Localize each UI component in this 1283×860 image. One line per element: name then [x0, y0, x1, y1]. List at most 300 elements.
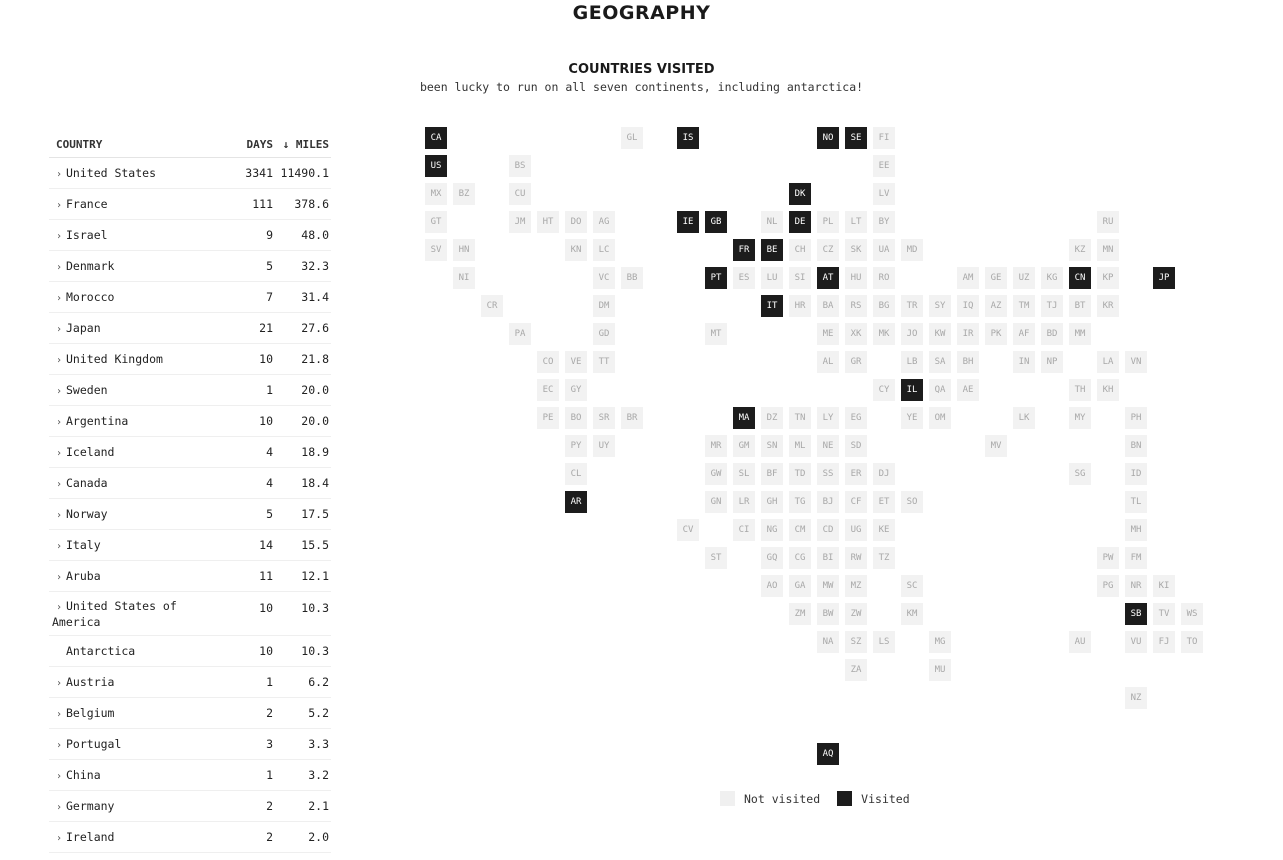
country-tile-ua[interactable]: UA — [873, 239, 895, 261]
country-tile-lu[interactable]: LU — [761, 267, 783, 289]
table-row[interactable] — [49, 530, 331, 561]
country-tile-al[interactable]: AL — [817, 351, 839, 373]
country-tile-fi[interactable]: FI — [873, 127, 895, 149]
table-row[interactable] — [49, 406, 331, 437]
country-tile-ne[interactable]: NE — [817, 435, 839, 457]
country-tile-na[interactable]: NA — [817, 631, 839, 653]
table-row[interactable] — [49, 667, 331, 698]
country-name: Sweden — [66, 383, 108, 397]
table-header — [49, 131, 331, 158]
country-tile-ec[interactable]: EC — [537, 379, 559, 401]
country-tile-de[interactable]: DE — [789, 211, 811, 233]
country-tile-it[interactable]: IT — [761, 295, 783, 317]
column-header-country[interactable]: COUNTRY — [56, 137, 103, 151]
country-tile-sk[interactable]: SK — [845, 239, 867, 261]
country-name: France — [66, 197, 108, 211]
country-tile-bn[interactable]: BN — [1125, 435, 1147, 457]
country-tile-mm[interactable]: MM — [1069, 323, 1091, 345]
country-tile-do[interactable]: DO — [565, 211, 587, 233]
country-tile-nr[interactable]: NR — [1125, 575, 1147, 597]
cell-days: 111 — [252, 197, 273, 211]
country-tile-vc[interactable]: VC — [593, 267, 615, 289]
chevron-right-icon[interactable]: › — [55, 169, 63, 180]
country-tile-mk[interactable]: MK — [873, 323, 895, 345]
table-row[interactable] — [49, 282, 331, 313]
chevron-right-icon[interactable]: › — [55, 572, 63, 583]
country-tile-la[interactable]: LA — [1097, 351, 1119, 373]
table-row[interactable] — [49, 592, 331, 636]
country-tile-zw[interactable]: ZW — [845, 603, 867, 625]
chevron-right-icon[interactable]: › — [55, 355, 63, 366]
cell-days: 4 — [266, 445, 273, 459]
country-tile-uy[interactable]: UY — [593, 435, 615, 457]
cell-miles: 27.6 — [301, 321, 329, 335]
country-tile-ye[interactable]: YE — [901, 407, 923, 429]
cell-country — [49, 799, 228, 813]
cell-miles: 378.6 — [294, 197, 329, 211]
country-tile-mv[interactable]: MV — [985, 435, 1007, 457]
country-tile-am[interactable]: AM — [957, 267, 979, 289]
chevron-right-icon[interactable]: › — [55, 678, 63, 689]
country-tile-rw[interactable]: RW — [845, 547, 867, 569]
table-row[interactable] — [49, 561, 331, 592]
country-tile-kh[interactable]: KH — [1097, 379, 1119, 401]
cell-days: 10 — [259, 601, 273, 615]
country-tile-at[interactable]: AT — [817, 267, 839, 289]
country-tile-sc[interactable]: SC — [901, 575, 923, 597]
country-name: Ireland — [66, 830, 115, 844]
table-row[interactable] — [49, 189, 331, 220]
country-tile-sy[interactable]: SY — [929, 295, 951, 317]
table-body — [49, 158, 331, 853]
country-tile-sz[interactable]: SZ — [845, 631, 867, 653]
country-tile-kn[interactable]: KN — [565, 239, 587, 261]
chevron-right-icon[interactable]: › — [55, 541, 63, 552]
country-tile-ke[interactable]: KE — [873, 519, 895, 541]
country-tile-om[interactable]: OM — [929, 407, 951, 429]
country-tile-cn[interactable]: CN — [1069, 267, 1091, 289]
country-tile-zm[interactable]: ZM — [789, 603, 811, 625]
table-row[interactable] — [49, 499, 331, 530]
country-tile-ru[interactable]: RU — [1097, 211, 1119, 233]
country-tile-md[interactable]: MD — [901, 239, 923, 261]
country-tile-gq[interactable]: GQ — [761, 547, 783, 569]
country-tile-kg[interactable]: KG — [1041, 267, 1063, 289]
country-tile-br[interactable]: BR — [621, 407, 643, 429]
country-tile-dj[interactable]: DJ — [873, 463, 895, 485]
country-tile-bw[interactable]: BW — [817, 603, 839, 625]
chevron-right-icon[interactable]: › — [55, 448, 63, 459]
country-name: Canada — [66, 476, 108, 490]
table-row[interactable] — [49, 220, 331, 251]
country-tile-ca[interactable]: CA — [425, 127, 447, 149]
cell-miles: 12.1 — [301, 569, 329, 583]
country-tile-bs[interactable]: BS — [509, 155, 531, 177]
country-tile-ir[interactable]: IR — [957, 323, 979, 345]
country-tile-bj[interactable]: BJ — [817, 491, 839, 513]
country-tile-vu[interactable]: VU — [1125, 631, 1147, 653]
country-tile-tm[interactable]: TM — [1013, 295, 1035, 317]
country-tile-ws[interactable]: WS — [1181, 603, 1203, 625]
country-tile-bg[interactable]: BG — [873, 295, 895, 317]
country-tile-cf[interactable]: CF — [845, 491, 867, 513]
table-row[interactable] — [49, 729, 331, 760]
chevron-right-icon[interactable]: › — [55, 324, 63, 335]
cell-country — [49, 445, 228, 459]
country-tile-lk[interactable]: LK — [1013, 407, 1035, 429]
country-tile-ge[interactable]: GE — [985, 267, 1007, 289]
country-tile-by[interactable]: BY — [873, 211, 895, 233]
column-header-days[interactable]: DAYS — [246, 137, 273, 151]
cell-days: 1 — [266, 675, 273, 689]
country-tile-bf[interactable]: BF — [761, 463, 783, 485]
table-row[interactable] — [49, 344, 331, 375]
country-tile-rs[interactable]: RS — [845, 295, 867, 317]
country-name: Italy — [66, 538, 101, 552]
country-tile-nl[interactable]: NL — [761, 211, 783, 233]
country-tile-qa[interactable]: QA — [929, 379, 951, 401]
country-tile-bz[interactable]: BZ — [453, 183, 475, 205]
country-tile-mu[interactable]: MU — [929, 659, 951, 681]
country-tile-cv[interactable]: CV — [677, 519, 699, 541]
country-tile-ch[interactable]: CH — [789, 239, 811, 261]
country-tile-mr[interactable]: MR — [705, 435, 727, 457]
cell-country — [49, 569, 228, 583]
cell-days: 10 — [259, 414, 273, 428]
country-tile-bi[interactable]: BI — [817, 547, 839, 569]
country-tile-ee[interactable]: EE — [873, 155, 895, 177]
chevron-right-icon[interactable]: › — [55, 200, 63, 211]
cell-days: 2 — [266, 706, 273, 720]
country-tile-ss[interactable]: SS — [817, 463, 839, 485]
country-tile-tt[interactable]: TT — [593, 351, 615, 373]
country-name: Antarctica — [66, 644, 136, 658]
country-tile-pa[interactable]: PA — [509, 323, 531, 345]
country-name: Austria — [66, 675, 115, 689]
cell-country — [49, 476, 228, 490]
country-name: Norway — [66, 507, 108, 521]
country-tile-so[interactable]: SO — [901, 491, 923, 513]
chevron-right-icon[interactable]: › — [55, 510, 63, 521]
country-tile-ht[interactable]: HT — [537, 211, 559, 233]
country-tile-sb[interactable]: SB — [1125, 603, 1147, 625]
country-tile-ls[interactable]: LS — [873, 631, 895, 653]
country-tile-fr[interactable]: FR — [733, 239, 755, 261]
country-tile-bo[interactable]: BO — [565, 407, 587, 429]
country-tile-jp[interactable]: JP — [1153, 267, 1175, 289]
country-tile-ie[interactable]: IE — [677, 211, 699, 233]
cell-miles: 31.4 — [301, 290, 329, 304]
country-tile-cg[interactable]: CG — [789, 547, 811, 569]
country-tile-lt[interactable]: LT — [845, 211, 867, 233]
country-tile-kr[interactable]: KR — [1097, 295, 1119, 317]
country-tile-ug[interactable]: UG — [845, 519, 867, 541]
table-row[interactable] — [49, 375, 331, 406]
country-tile-hn[interactable]: HN — [453, 239, 475, 261]
country-tile-bd[interactable]: BD — [1041, 323, 1063, 345]
country-tile-my[interactable]: MY — [1069, 407, 1091, 429]
cell-country — [49, 507, 228, 521]
country-tile-et[interactable]: ET — [873, 491, 895, 513]
country-tile-cl[interactable]: CL — [565, 463, 587, 485]
country-tile-kp[interactable]: KP — [1097, 267, 1119, 289]
cell-miles: 18.9 — [301, 445, 329, 459]
country-tile-ae[interactable]: AE — [957, 379, 979, 401]
country-tile-tv[interactable]: TV — [1153, 603, 1175, 625]
country-tile-cd[interactable]: CD — [817, 519, 839, 541]
country-tile-uz[interactable]: UZ — [1013, 267, 1035, 289]
country-tile-iq[interactable]: IQ — [957, 295, 979, 317]
country-tile-sv[interactable]: SV — [425, 239, 447, 261]
cell-miles: 21.8 — [301, 352, 329, 366]
country-tile-ar[interactable]: AR — [565, 491, 587, 513]
country-tile-sn[interactable]: SN — [761, 435, 783, 457]
table-row[interactable] — [49, 822, 331, 853]
country-tile-hr[interactable]: HR — [789, 295, 811, 317]
countries-table — [49, 131, 331, 853]
country-tile-gn[interactable]: GN — [705, 491, 727, 513]
cell-country — [49, 321, 228, 335]
chevron-right-icon[interactable]: › — [55, 231, 63, 242]
cell-country — [49, 737, 228, 751]
country-tile-mx[interactable]: MX — [425, 183, 447, 205]
country-tile-cu[interactable]: CU — [509, 183, 531, 205]
country-tile-za[interactable]: ZA — [845, 659, 867, 681]
country-tile-pk[interactable]: PK — [985, 323, 1007, 345]
country-tile-tz[interactable]: TZ — [873, 547, 895, 569]
country-tile-cr[interactable]: CR — [481, 295, 503, 317]
cell-country — [49, 290, 228, 304]
country-tile-lc[interactable]: LC — [593, 239, 615, 261]
country-tile-km[interactable]: KM — [901, 603, 923, 625]
cell-days: 5 — [266, 259, 273, 273]
country-tile-pl[interactable]: PL — [817, 211, 839, 233]
chevron-right-icon[interactable]: › — [55, 771, 63, 782]
country-tile-co[interactable]: CO — [537, 351, 559, 373]
country-tile-bh[interactable]: BH — [957, 351, 979, 373]
country-name: Belgium — [66, 706, 115, 720]
country-tile-bb[interactable]: BB — [621, 267, 643, 289]
country-tile-no[interactable]: NO — [817, 127, 839, 149]
country-tile-np[interactable]: NP — [1041, 351, 1063, 373]
legend-label-not-visited: Not visited — [744, 791, 821, 806]
cell-days: 7 — [266, 290, 273, 304]
country-tile-cy[interactable]: CY — [873, 379, 895, 401]
country-tile-ma[interactable]: MA — [733, 407, 755, 429]
country-tile-se[interactable]: SE — [845, 127, 867, 149]
country-name: United Kingdom — [66, 352, 163, 366]
country-tile-mh[interactable]: MH — [1125, 519, 1147, 541]
table-row[interactable] — [49, 698, 331, 729]
cell-country — [49, 228, 228, 242]
country-tile-ml[interactable]: ML — [789, 435, 811, 457]
chevron-right-icon[interactable]: › — [55, 479, 63, 490]
country-tile-us[interactable]: US — [425, 155, 447, 177]
country-tile-tr[interactable]: TR — [901, 295, 923, 317]
country-tile-ba[interactable]: BA — [817, 295, 839, 317]
country-tile-mz[interactable]: MZ — [845, 575, 867, 597]
country-tile-jo[interactable]: JO — [901, 323, 923, 345]
country-tile-eg[interactable]: EG — [845, 407, 867, 429]
country-tile-gw[interactable]: GW — [705, 463, 727, 485]
country-tile-aq[interactable]: AQ — [817, 743, 839, 765]
country-tile-id[interactable]: ID — [1125, 463, 1147, 485]
country-tile-gy[interactable]: GY — [565, 379, 587, 401]
country-tile-es[interactable]: ES — [733, 267, 755, 289]
country-tile-cz[interactable]: CZ — [817, 239, 839, 261]
page-title: GEOGRAPHY — [572, 2, 711, 24]
country-name: Israel — [66, 228, 108, 242]
country-tile-gd[interactable]: GD — [593, 323, 615, 345]
country-tile-sg[interactable]: SG — [1069, 463, 1091, 485]
country-tile-mn[interactable]: MN — [1097, 239, 1119, 261]
country-tile-fm[interactable]: FM — [1125, 547, 1147, 569]
country-tile-ao[interactable]: AO — [761, 575, 783, 597]
country-tile-nz[interactable]: NZ — [1125, 687, 1147, 709]
country-tile-kw[interactable]: KW — [929, 323, 951, 345]
country-tile-ph[interactable]: PH — [1125, 407, 1147, 429]
country-tile-ro[interactable]: RO — [873, 267, 895, 289]
country-tile-gm[interactable]: GM — [733, 435, 755, 457]
country-tile-lv[interactable]: LV — [873, 183, 895, 205]
chevron-right-icon[interactable]: › — [55, 293, 63, 304]
country-tile-dk[interactable]: DK — [789, 183, 811, 205]
country-tile-mt[interactable]: MT — [705, 323, 727, 345]
country-tile-sl[interactable]: SL — [733, 463, 755, 485]
chevron-right-icon[interactable]: › — [55, 386, 63, 397]
country-tile-me[interactable]: ME — [817, 323, 839, 345]
country-tile-in[interactable]: IN — [1013, 351, 1035, 373]
country-tile-si[interactable]: SI — [789, 267, 811, 289]
country-tile-pe[interactable]: PE — [537, 407, 559, 429]
country-tile-sd[interactable]: SD — [845, 435, 867, 457]
table-row[interactable] — [49, 468, 331, 499]
country-tile-gt[interactable]: GT — [425, 211, 447, 233]
country-tile-to[interactable]: TO — [1181, 631, 1203, 653]
table-row[interactable] — [49, 313, 331, 344]
table-row[interactable] — [49, 437, 331, 468]
section-title: COUNTRIES VISITED — [568, 62, 715, 77]
chevron-right-icon[interactable]: › — [55, 709, 63, 720]
country-tile-er[interactable]: ER — [845, 463, 867, 485]
country-tile-af[interactable]: AF — [1013, 323, 1035, 345]
table-row — [49, 636, 331, 667]
country-tile-gr[interactable]: GR — [845, 351, 867, 373]
country-tile-sr[interactable]: SR — [593, 407, 615, 429]
cell-miles: 15.5 — [301, 538, 329, 552]
cell-miles: 3.3 — [308, 737, 329, 751]
country-tile-tj[interactable]: TJ — [1041, 295, 1063, 317]
cell-miles: 2.0 — [308, 830, 329, 844]
chevron-right-icon[interactable]: › — [55, 262, 63, 273]
country-tile-ci[interactable]: CI — [733, 519, 755, 541]
country-tile-pg[interactable]: PG — [1097, 575, 1119, 597]
cell-days: 1 — [266, 383, 273, 397]
chevron-right-icon[interactable]: › — [55, 802, 63, 813]
cell-days: 3 — [266, 737, 273, 751]
country-tile-sa[interactable]: SA — [929, 351, 951, 373]
country-tile-ag[interactable]: AG — [593, 211, 615, 233]
country-name: China — [66, 768, 101, 782]
cell-country — [49, 592, 228, 629]
country-tile-bt[interactable]: BT — [1069, 295, 1091, 317]
country-tile-pw[interactable]: PW — [1097, 547, 1119, 569]
country-tile-lr[interactable]: LR — [733, 491, 755, 513]
country-name: Iceland — [66, 445, 115, 459]
cell-country — [49, 830, 228, 844]
country-tile-mw[interactable]: MW — [817, 575, 839, 597]
cell-country — [49, 706, 228, 720]
country-tile-cm[interactable]: CM — [789, 519, 811, 541]
country-tile-vn[interactable]: VN — [1125, 351, 1147, 373]
chevron-right-icon[interactable]: › — [55, 602, 63, 613]
country-tile-hu[interactable]: HU — [845, 267, 867, 289]
country-tile-dz[interactable]: DZ — [761, 407, 783, 429]
country-tile-lb[interactable]: LB — [901, 351, 923, 373]
table-row[interactable] — [49, 158, 331, 189]
country-tile-il[interactable]: IL — [901, 379, 923, 401]
chevron-right-icon[interactable]: › — [55, 833, 63, 844]
chevron-right-icon[interactable]: › — [55, 740, 63, 751]
table-row[interactable] — [49, 760, 331, 791]
country-tile-th[interactable]: TH — [1069, 379, 1091, 401]
cell-miles: 3.2 — [308, 768, 329, 782]
country-tile-is[interactable]: IS — [677, 127, 699, 149]
legend-visited — [837, 791, 909, 806]
country-tile-st[interactable]: ST — [705, 547, 727, 569]
country-tile-ki[interactable]: KI — [1153, 575, 1175, 597]
country-tile-kz[interactable]: KZ — [1069, 239, 1091, 261]
country-tile-gb[interactable]: GB — [705, 211, 727, 233]
country-tile-ga[interactable]: GA — [789, 575, 811, 597]
country-name: United States — [66, 166, 157, 180]
country-tile-fj[interactable]: FJ — [1153, 631, 1175, 653]
country-tile-pt[interactable]: PT — [705, 267, 727, 289]
country-tile-ly[interactable]: LY — [817, 407, 839, 429]
country-name: Aruba — [66, 569, 101, 583]
country-tile-td[interactable]: TD — [789, 463, 811, 485]
country-tile-mg[interactable]: MG — [929, 631, 951, 653]
country-tile-tn[interactable]: TN — [789, 407, 811, 429]
column-header-miles[interactable]: ↓ MILES — [282, 137, 329, 151]
country-tile-tg[interactable]: TG — [789, 491, 811, 513]
country-tile-be[interactable]: BE — [761, 239, 783, 261]
country-tile-ve[interactable]: VE — [565, 351, 587, 373]
chevron-right-icon[interactable]: › — [55, 417, 63, 428]
cell-country — [49, 352, 228, 366]
country-tile-ni[interactable]: NI — [453, 267, 475, 289]
cell-miles: 17.5 — [301, 507, 329, 521]
country-tile-gl[interactable]: GL — [621, 127, 643, 149]
country-tile-dm[interactable]: DM — [593, 295, 615, 317]
legend-swatch-not-visited — [720, 791, 735, 806]
cell-country — [49, 166, 228, 180]
country-tile-py[interactable]: PY — [565, 435, 587, 457]
cell-miles: 32.3 — [301, 259, 329, 273]
country-tile-au[interactable]: AU — [1069, 631, 1091, 653]
country-tile-jm[interactable]: JM — [509, 211, 531, 233]
table-row[interactable] — [49, 791, 331, 822]
country-tile-xk[interactable]: XK — [845, 323, 867, 345]
country-tile-gh[interactable]: GH — [761, 491, 783, 513]
cell-days: 1 — [266, 768, 273, 782]
country-name: United States of America — [52, 599, 177, 629]
country-tile-ng[interactable]: NG — [761, 519, 783, 541]
table-row[interactable] — [49, 251, 331, 282]
country-tile-az[interactable]: AZ — [985, 295, 1007, 317]
cell-miles: 10.3 — [301, 601, 329, 615]
country-tile-tl[interactable]: TL — [1125, 491, 1147, 513]
